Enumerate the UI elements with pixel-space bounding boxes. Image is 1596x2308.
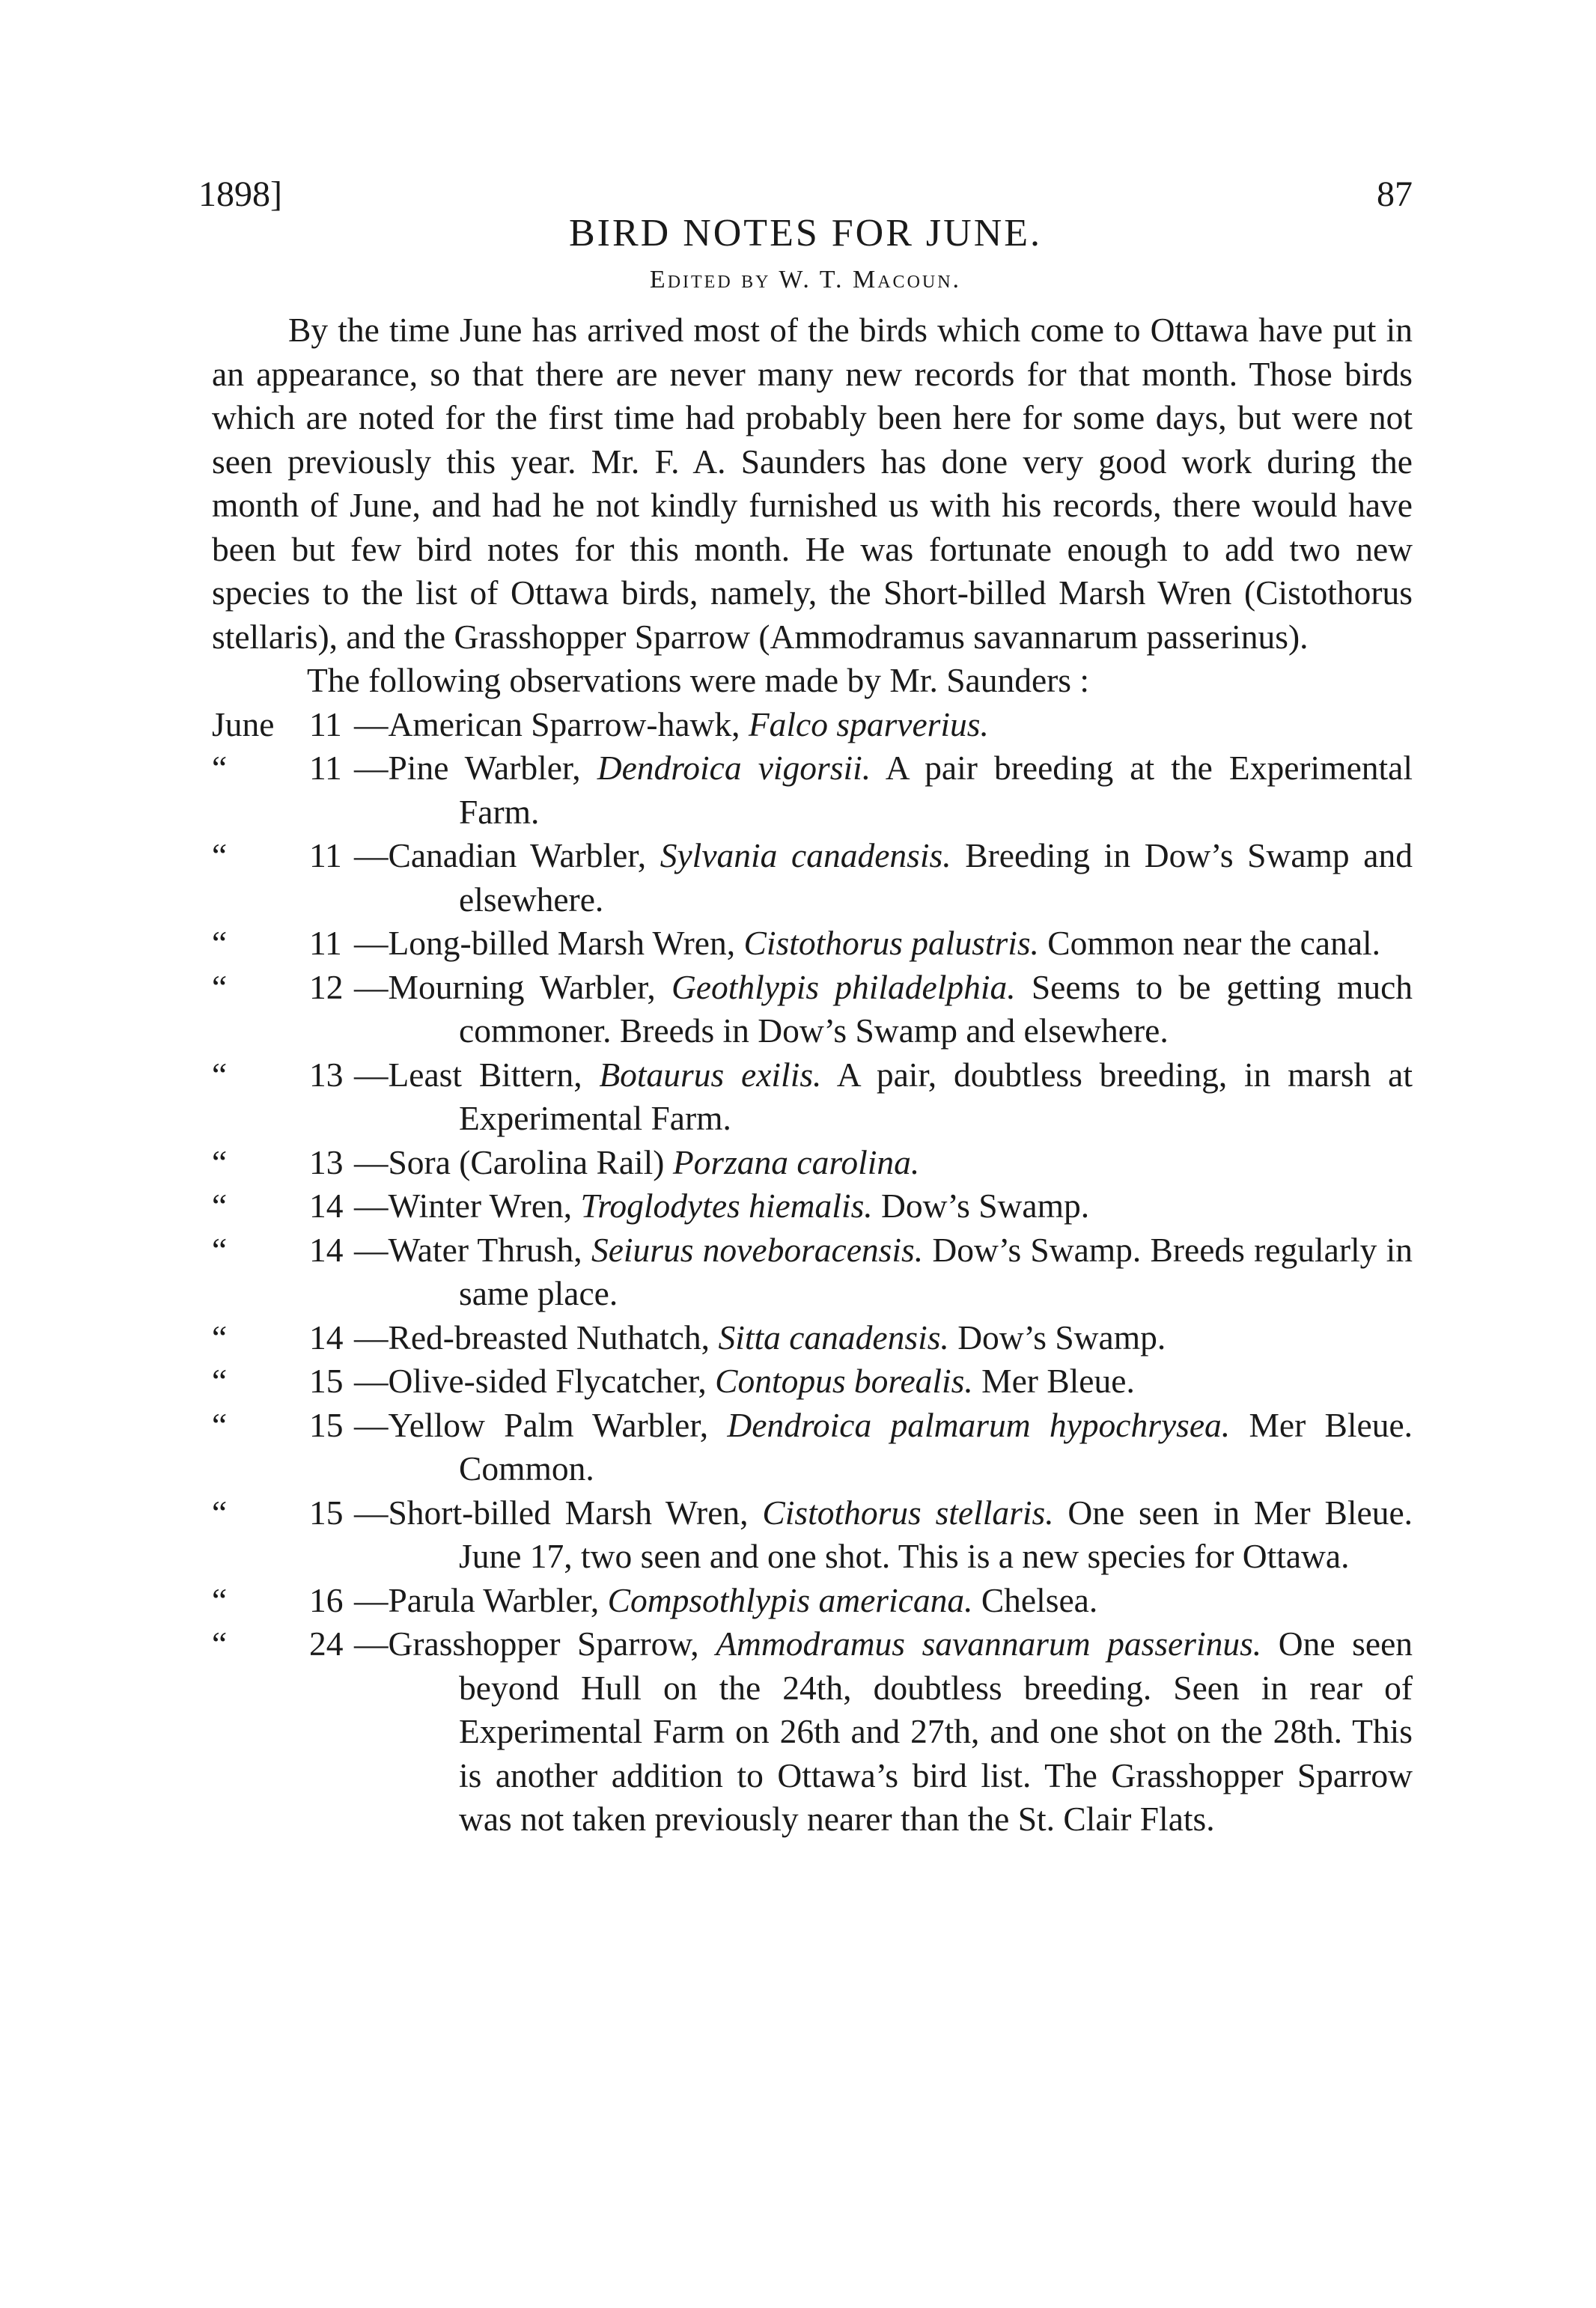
observation-entry xyxy=(212,1184,1413,1228)
entry-day: 15 xyxy=(309,1493,344,1532)
entry-month: “ xyxy=(212,967,228,1006)
entry-note: A pair breeding at the Experimental Farm. xyxy=(459,749,1413,831)
entry-dash: — xyxy=(354,967,389,1006)
entry-common-name: Red-breasted Nuthatch, xyxy=(388,1318,710,1357)
observation-entry xyxy=(212,1316,1413,1360)
entry-day: 11 xyxy=(309,836,342,874)
entry-month: June xyxy=(212,704,275,743)
entry-scientific-name: Compsothlypis americana. xyxy=(607,1580,973,1619)
entry-dash: — xyxy=(354,1405,389,1444)
entry-common-name: Water Thrush, xyxy=(388,1230,582,1269)
entry-common-name: Yellow Palm Warbler, xyxy=(388,1405,709,1444)
entry-month: “ xyxy=(212,1580,228,1619)
observation-entry xyxy=(212,1491,1413,1579)
entry-dash: — xyxy=(354,1187,389,1225)
entry-scientific-name: Troglodytes hiemalis. xyxy=(580,1187,873,1225)
entry-month: “ xyxy=(212,1142,228,1181)
entry-common-name: Canadian Warbler, xyxy=(388,836,647,874)
entry-dash: — xyxy=(354,704,389,743)
entry-day: 11 xyxy=(309,749,342,787)
entry-common-name: Pine Warbler, xyxy=(388,749,581,787)
entry-month: “ xyxy=(212,924,228,962)
entry-note: Dow’s Swamp. xyxy=(881,1187,1090,1225)
entry-dash: — xyxy=(354,1318,389,1357)
entry-common-name: Mourning Warbler, xyxy=(388,967,656,1006)
entry-month: “ xyxy=(212,1625,228,1663)
entry-dash: — xyxy=(354,1230,389,1269)
observation-entry xyxy=(212,1622,1413,1842)
entry-note: One seen beyond Hull on the 24th, doubtless breeding. Seen in rear of Experimental Farm on 26th and 27th, and one shot on the 28th. This is another addition to Ottawa’s bird list. The Grasshopper Sparrow was not taken previously nearer than the St. Clair Flats. xyxy=(459,1625,1413,1838)
observation-entry xyxy=(212,1228,1413,1316)
entry-scientific-name: Cistothorus stellaris. xyxy=(762,1493,1054,1532)
article-body xyxy=(212,308,1413,1842)
entry-dash: — xyxy=(354,924,389,962)
entry-note: Mer Bleue. Common. xyxy=(459,1405,1413,1488)
entry-day: 11 xyxy=(309,704,342,743)
entry-scientific-name: Falco sparverius. xyxy=(748,704,989,743)
entry-month: “ xyxy=(212,1493,228,1532)
entry-scientific-name: Geothlypis philadelphia. xyxy=(671,967,1016,1006)
observation-entry xyxy=(212,1141,1413,1185)
entry-common-name: Grasshopper Sparrow, xyxy=(388,1625,699,1663)
observation-entry xyxy=(212,746,1413,834)
entry-month: “ xyxy=(212,1230,228,1269)
entry-dash: — xyxy=(354,836,389,874)
entry-day: 14 xyxy=(309,1318,344,1357)
entry-month: “ xyxy=(212,836,228,874)
observation-entry xyxy=(212,922,1413,966)
entry-note: Dow’s Swamp. xyxy=(957,1318,1166,1357)
observation-entry xyxy=(212,1404,1413,1491)
entry-day: 16 xyxy=(309,1580,344,1619)
entry-scientific-name: Dendroica vigorsii. xyxy=(597,749,871,787)
entry-common-name: Olive-sided Flycatcher, xyxy=(388,1362,707,1400)
entry-month: “ xyxy=(212,1318,228,1357)
entry-scientific-name: Seiurus noveboracensis. xyxy=(591,1230,924,1269)
observation-entry xyxy=(212,703,1413,747)
observation-entry xyxy=(212,1053,1413,1141)
entry-common-name: Least Bittern, xyxy=(388,1055,582,1094)
entry-day: 15 xyxy=(309,1405,344,1444)
entry-note: Mer Bleue. xyxy=(981,1362,1135,1400)
article-editor: Edited by W. T. Macoun. xyxy=(649,266,962,293)
entry-month: “ xyxy=(212,1187,228,1225)
entry-common-name: American Sparrow-hawk, xyxy=(388,704,740,743)
entry-common-name: Sora (Carolina Rail) xyxy=(388,1142,665,1181)
entry-dash: — xyxy=(354,1493,389,1532)
entry-common-name: Long-billed Marsh Wren, xyxy=(388,924,736,962)
entry-note: Chelsea. xyxy=(981,1580,1098,1619)
entry-scientific-name: Contopus borealis. xyxy=(715,1362,973,1400)
entry-dash: — xyxy=(354,1580,389,1619)
observation-entry xyxy=(212,1579,1413,1623)
intro-paragraph: By the time June has arrived most of the birds which come to Ottawa have put in an appearance, so that there are never many new records for that month. Those birds which are noted for the first time had probably been here for some days, but were not seen previously this year. Mr. F. A. Saunders has done very good work during the month of June, and had he not kindly furnished us with his records, there would have been but few bird notes for this month. He was fortunate enough to add two new species to the list of Ottawa birds, namely, the Short-billed Marsh Wren (Cistothorus stellaris), and the Grasshopper Sparrow (Ammodramus savannarum passerinus). xyxy=(212,311,1413,656)
observations-intro: The following observations were made by Mr. Saunders : xyxy=(307,661,1090,699)
entry-dash: — xyxy=(354,1625,389,1663)
entry-scientific-name: Cistothorus palustris. xyxy=(743,924,1039,962)
entry-scientific-name: Sylvania canadensis. xyxy=(660,836,951,874)
entry-note: A pair, doubtless breeding, in marsh at Experimental Farm. xyxy=(459,1055,1413,1137)
entry-scientific-name: Ammodramus savannarum passerinus. xyxy=(716,1625,1262,1663)
entry-day: 24 xyxy=(309,1625,344,1663)
observation-list xyxy=(212,703,1413,1842)
entry-day: 12 xyxy=(309,967,344,1006)
article-title: BIRD NOTES FOR JUNE. xyxy=(568,212,1043,255)
entry-common-name: Short-billed Marsh Wren, xyxy=(388,1493,749,1532)
observation-entry xyxy=(212,834,1413,922)
entry-day: 14 xyxy=(309,1230,344,1269)
entry-scientific-name: Sitta canadensis. xyxy=(718,1318,949,1357)
page-number: 87 xyxy=(1377,174,1413,214)
entry-common-name: Winter Wren, xyxy=(388,1187,573,1225)
entry-month: “ xyxy=(212,1405,228,1444)
observation-entry xyxy=(212,966,1413,1053)
entry-dash: — xyxy=(354,1362,389,1400)
entry-note: Dow’s Swamp. Breeds regularly in same place. xyxy=(459,1230,1413,1312)
observation-entry xyxy=(212,1359,1413,1404)
entry-dash: — xyxy=(354,749,389,787)
entry-note: Common near the canal. xyxy=(1047,924,1381,962)
entry-note: Breeding in Dow’s Swamp and elsewhere. xyxy=(459,836,1413,919)
entry-scientific-name: Botaurus exilis. xyxy=(599,1055,822,1094)
entry-scientific-name: Porzana carolina. xyxy=(672,1142,920,1181)
entry-day: 15 xyxy=(309,1362,344,1400)
entry-day: 14 xyxy=(309,1187,344,1225)
entry-common-name: Parula Warbler, xyxy=(388,1580,600,1619)
entry-month: “ xyxy=(212,1055,228,1094)
header-year: 1898] xyxy=(198,174,282,214)
entry-day: 11 xyxy=(309,924,342,962)
entry-dash: — xyxy=(354,1142,389,1181)
entry-note: Seems to be getting much commoner. Breeds in Dow’s Swamp and elsewhere. xyxy=(459,967,1413,1050)
entry-day: 13 xyxy=(309,1055,344,1094)
entry-month: “ xyxy=(212,749,228,787)
entry-month: “ xyxy=(212,1362,228,1400)
entry-note: One seen in Mer Bleue. June 17, two seen and one shot. This is a new species for Ottawa. xyxy=(459,1493,1413,1575)
entry-day: 13 xyxy=(309,1142,344,1181)
entry-dash: — xyxy=(354,1055,389,1094)
entry-scientific-name: Dendroica palmarum hypochrysea. xyxy=(727,1405,1231,1444)
